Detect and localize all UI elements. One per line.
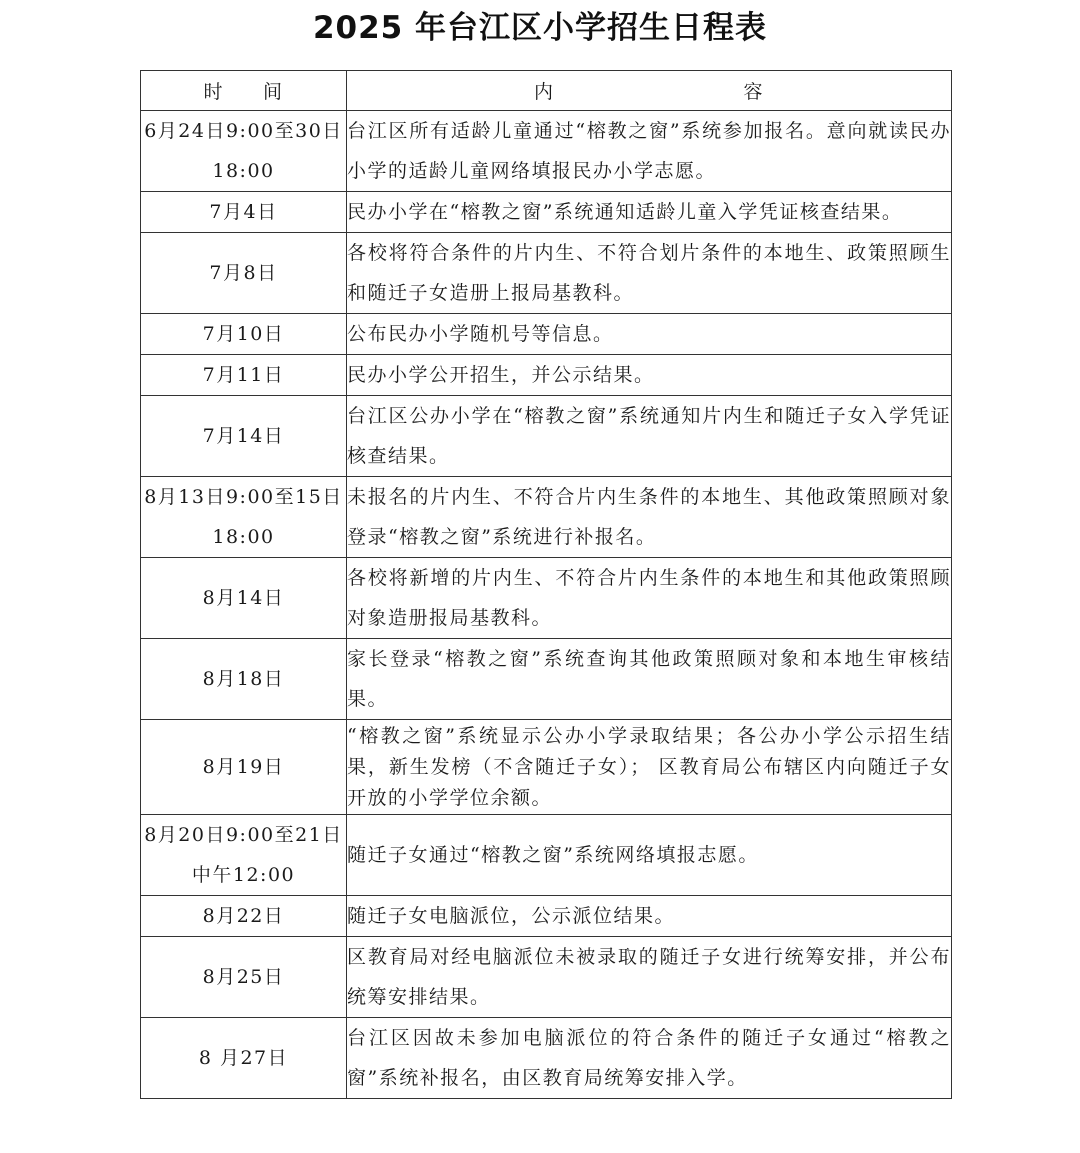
table-row xyxy=(141,477,952,558)
row-content: 公布民办小学随机号等信息。 xyxy=(347,314,952,355)
row-time: 8 月27日 xyxy=(141,1018,347,1099)
header-content-char: 内 xyxy=(534,81,555,103)
row-content: 台江区所有适龄儿童通过“榕教之窗”系统参加报名。意向就读民办小学的适龄儿童网络填报民办小学志愿。 xyxy=(347,111,952,192)
table-header-row xyxy=(141,71,952,111)
row-time: 8月14日 xyxy=(141,558,347,639)
row-content: 随迁子女通过“榕教之窗”系统网络填报志愿。 xyxy=(347,815,952,896)
table-row xyxy=(141,233,952,314)
header-content xyxy=(347,71,952,111)
table-row xyxy=(141,937,952,1018)
row-time: 8月22日 xyxy=(141,896,347,937)
row-time: 7月11日 xyxy=(141,355,347,396)
row-content: 区教育局对经电脑派位未被录取的随迁子女进行统筹安排，并公布统筹安排结果。 xyxy=(347,937,952,1018)
table-row xyxy=(141,111,952,192)
table-row xyxy=(141,896,952,937)
row-content: 随迁子女电脑派位，公示派位结果。 xyxy=(347,896,952,937)
page-title: 2025 年台江区小学招生日程表 xyxy=(312,10,768,46)
row-content: 民办小学在“榕教之窗”系统通知适龄儿童入学凭证核查结果。 xyxy=(347,192,952,233)
row-content: 家长登录“榕教之窗”系统查询其他政策照顾对象和本地生审核结果。 xyxy=(347,639,952,720)
row-time: 7月4日 xyxy=(141,192,347,233)
row-content: 各校将新增的片内生、不符合片内生条件的本地生和其他政策照顾对象造册报局基教科。 xyxy=(347,558,952,639)
table-row xyxy=(141,1018,952,1099)
row-time: 8月25日 xyxy=(141,937,347,1018)
table-row xyxy=(141,396,952,477)
table-row xyxy=(141,815,952,896)
row-time: 8月13日9:00至15日18:00 xyxy=(141,477,347,558)
row-content: 未报名的片内生、不符合片内生条件的本地生、其他政策照顾对象登录“榕教之窗”系统进行补报名。 xyxy=(347,477,952,558)
row-content: 台江区公办小学在“榕教之窗”系统通知片内生和随迁子女入学凭证核查结果。 xyxy=(347,396,952,477)
table-row xyxy=(141,314,952,355)
row-time: 8月20日9:00至21日中午12:00 xyxy=(141,815,347,896)
row-content: 台江区因故未参加电脑派位的符合条件的随迁子女通过“榕教之窗”系统补报名，由区教育局统筹安排入学。 xyxy=(347,1018,952,1099)
header-time-char: 时 xyxy=(203,81,225,103)
row-content: 各校将符合条件的片内生、不符合划片条件的本地生、政策照顾生和随迁子女造册上报局基教科。 xyxy=(347,233,952,314)
table-row xyxy=(141,192,952,233)
header-time-char: 间 xyxy=(262,81,284,103)
table-row xyxy=(141,355,952,396)
header-content-char: 容 xyxy=(743,81,764,103)
row-time: 8月18日 xyxy=(141,639,347,720)
schedule-table xyxy=(140,70,952,1099)
table-row xyxy=(141,639,952,720)
table-row xyxy=(141,720,952,815)
row-time: 7月14日 xyxy=(141,396,347,477)
row-time: 7月8日 xyxy=(141,233,347,314)
row-time: 6月24日9:00至30日18:00 xyxy=(141,111,347,192)
table-row xyxy=(141,558,952,639)
header-time xyxy=(141,71,347,111)
row-content: “榕教之窗”系统显示公办小学录取结果；各公办小学公示招生结果，新生发榜（不含随迁子女）； 区教育局公布辖区内向随迁子女开放的小学学位余额。 xyxy=(347,720,952,815)
row-content: 民办小学公开招生，并公示结果。 xyxy=(347,355,952,396)
row-time: 7月10日 xyxy=(141,314,347,355)
row-time: 8月19日 xyxy=(141,720,347,815)
